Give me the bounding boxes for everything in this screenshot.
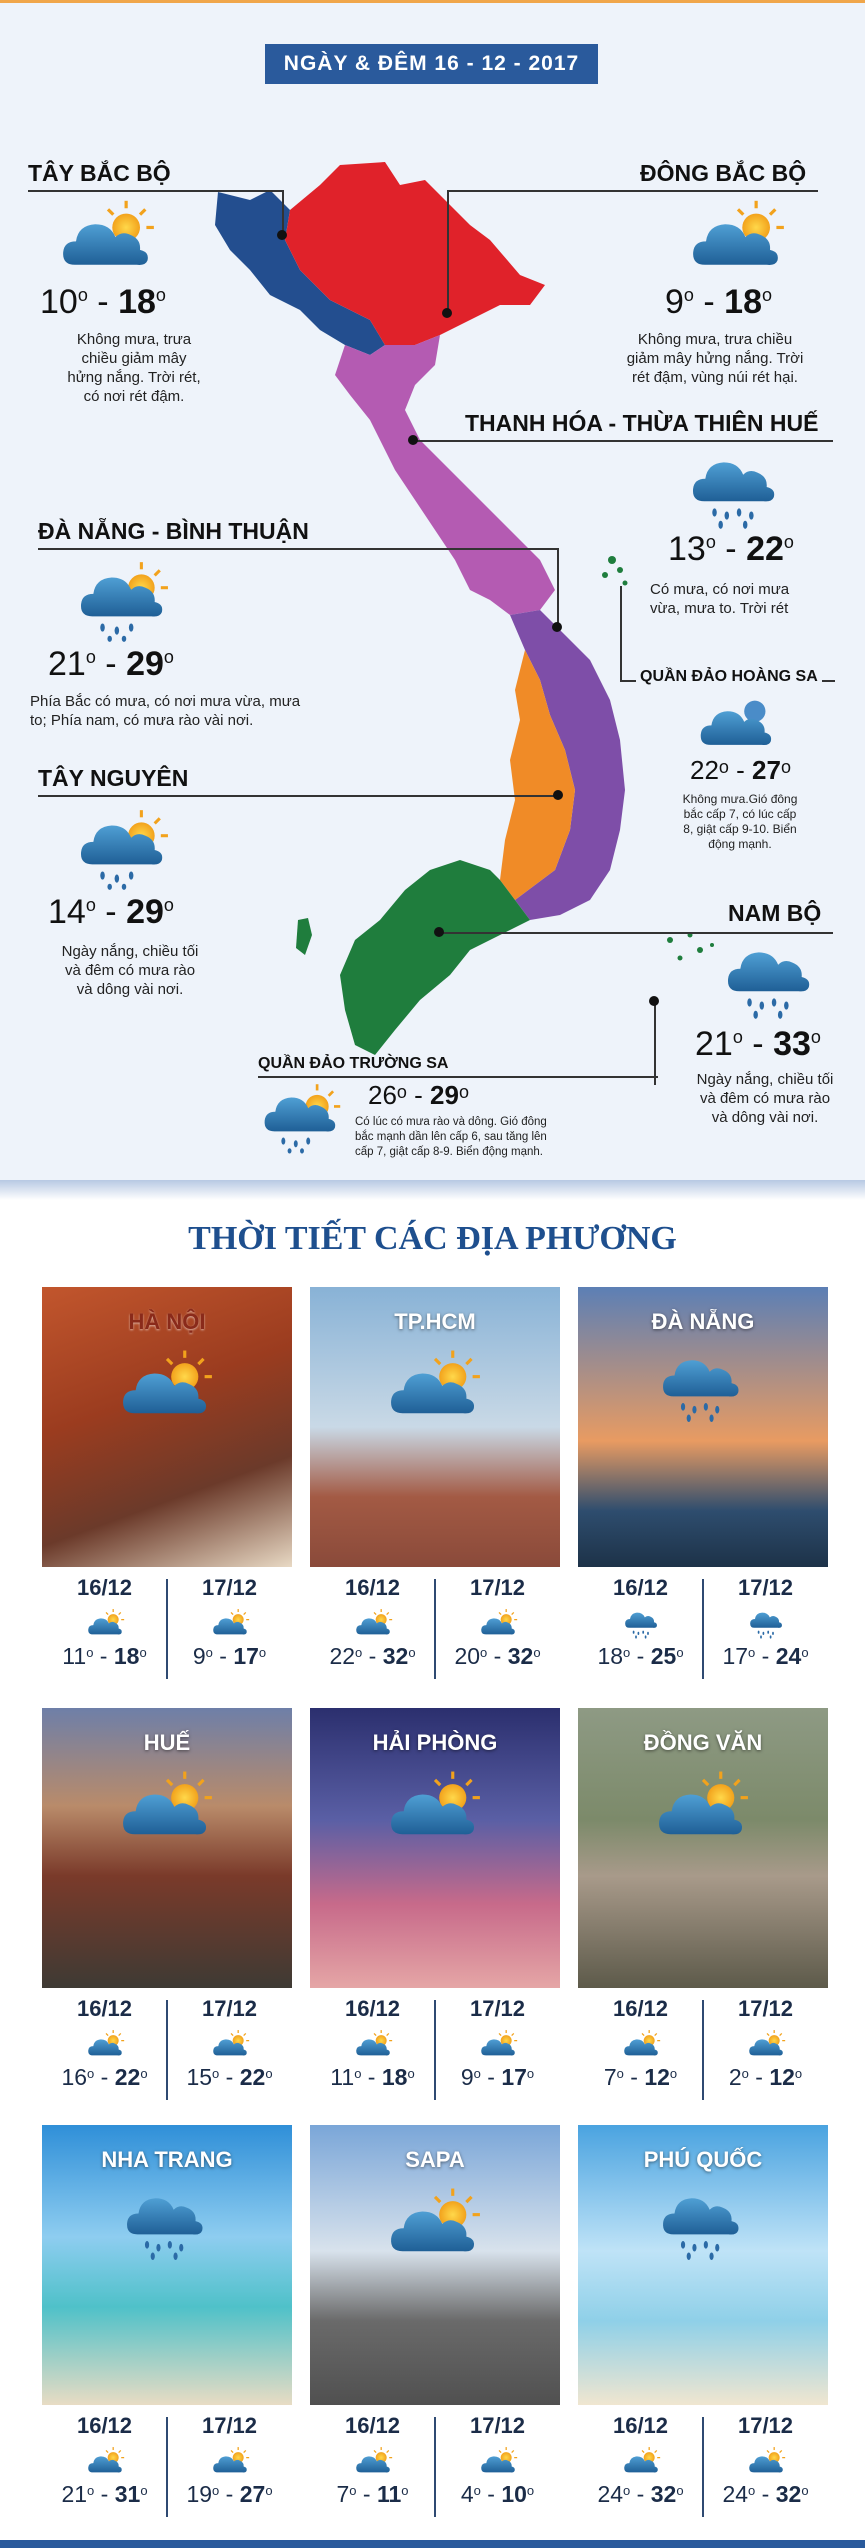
sun-cloud-icon bbox=[623, 2028, 661, 2060]
temp-day2: 2$^o$ - 12$^o$ bbox=[728, 2064, 803, 2090]
bottom-accent-line bbox=[0, 2540, 865, 2548]
sun-cloud-icon bbox=[748, 2445, 786, 2477]
sun-rain-icon bbox=[78, 560, 170, 642]
day-label: 17/12 bbox=[737, 1575, 794, 1600]
sun-cloud-icon bbox=[120, 1768, 214, 1844]
sun-cloud-icon bbox=[355, 2028, 393, 2060]
date-banner: NGÀY & ĐÊM 16 - 12 - 2017 bbox=[265, 44, 598, 84]
day-label: 16/12 bbox=[612, 1575, 669, 1600]
desc-tay-nguyen: Ngày nắng, chiều tối và đêm có mưa rào và dông vài nơi. bbox=[61, 943, 199, 998]
sun-cloud-icon bbox=[388, 2185, 482, 2261]
local-weather-title: THỜI TIẾT CÁC ĐỊA PHƯƠNG bbox=[188, 1220, 677, 1257]
rain-cloud-icon bbox=[623, 1607, 661, 1639]
temp-day2: 9$^o$ - 17$^o$ bbox=[192, 1643, 267, 1669]
temp-da-nang-binh-thuan: 21$^o$ - 29$^o$ bbox=[48, 645, 174, 683]
sun-cloud-icon bbox=[480, 2028, 518, 2060]
temp-tay-bac-bo: 10$^o$ - 18$^o$ bbox=[40, 283, 166, 321]
city-card bbox=[42, 2125, 292, 2525]
desc-truong-sa: Có lúc có mưa rào và dông. Gió đông bắc mạnh dần lên cấp 6, sau tăng lên cấp 7, giật cấp 8-9. Biển động mạnh. bbox=[355, 1116, 547, 1158]
day-label: 16/12 bbox=[76, 1575, 133, 1600]
sun-cloud-icon bbox=[355, 2445, 393, 2477]
temp-thanh-hoa-hue: 13$^o$ - 22$^o$ bbox=[668, 530, 794, 568]
temp-day2: 15$^o$ - 22$^o$ bbox=[186, 2064, 273, 2090]
map-region-south bbox=[340, 860, 530, 1055]
day-label: 16/12 bbox=[76, 2413, 133, 2438]
sun-cloud-icon bbox=[212, 2445, 250, 2477]
sun-cloud-icon bbox=[656, 1768, 750, 1844]
day-label: 16/12 bbox=[344, 2413, 401, 2438]
temp-day2: 17$^o$ - 24$^o$ bbox=[722, 1643, 809, 1669]
leader-line bbox=[38, 795, 556, 797]
sun-cloud-icon bbox=[120, 1347, 214, 1423]
sun-rain-icon bbox=[262, 1082, 342, 1154]
day-label: 17/12 bbox=[737, 1996, 794, 2021]
leader-line bbox=[654, 1000, 656, 1085]
temp-day1: 16$^o$ - 22$^o$ bbox=[61, 2064, 148, 2090]
rain-cloud-icon bbox=[656, 2185, 750, 2261]
city-card bbox=[578, 1287, 828, 1687]
temp-nam-bo: 21$^o$ - 33$^o$ bbox=[695, 1025, 821, 1063]
region-title-thanh-hoa-hue: THANH HÓA - THỪA THIÊN HUẾ bbox=[465, 410, 819, 436]
sun-cloud-icon bbox=[87, 1607, 125, 1639]
city-name: TP.HCM bbox=[394, 1309, 476, 1334]
temp-day2: 9$^o$ - 17$^o$ bbox=[460, 2064, 535, 2090]
temp-truong-sa: 26$^o$ - 29$^o$ bbox=[368, 1080, 469, 1110]
location-dot bbox=[277, 230, 287, 240]
location-dot bbox=[552, 622, 562, 632]
temp-day1: 22$^o$ - 32$^o$ bbox=[329, 1643, 416, 1669]
city-name: ĐÀ NẴNG bbox=[651, 1309, 755, 1334]
temp-hoang-sa: 22$^o$ - 27$^o$ bbox=[690, 755, 791, 785]
sun-cloud-icon bbox=[212, 2028, 250, 2060]
temp-day2: 20$^o$ - 32$^o$ bbox=[454, 1643, 541, 1669]
desc-da-nang-binh-thuan: Phía Bắc có mưa, có nơi mưa vừa, mưa to; Phía nam, có mưa rào vài nơi. bbox=[30, 693, 301, 729]
temp-day2: 19$^o$ - 27$^o$ bbox=[186, 2481, 273, 2507]
day-label: 17/12 bbox=[737, 2413, 794, 2438]
cloud-icon bbox=[698, 690, 778, 752]
city-card bbox=[310, 2125, 560, 2525]
city-name: HẢI PHÒNG bbox=[372, 1730, 498, 1755]
desc-hoang-sa: Không mưa.Gió đông bắc cấp 7, có lúc cấp 8, giật cấp 9-10. Biển động mạnh. bbox=[682, 792, 798, 851]
region-title-dong-bac-bo: ĐÔNG BẮC BỘ bbox=[640, 160, 807, 186]
city-card bbox=[310, 1708, 560, 2108]
day-label: 17/12 bbox=[201, 2413, 258, 2438]
leader-line bbox=[258, 1076, 658, 1078]
temp-day2: 4$^o$ - 10$^o$ bbox=[460, 2481, 535, 2507]
day-label: 17/12 bbox=[201, 1575, 258, 1600]
sun-cloud-icon bbox=[480, 2445, 518, 2477]
city-name: ĐỒNG VĂN bbox=[643, 1730, 763, 1755]
day-label: 16/12 bbox=[344, 1575, 401, 1600]
rain-cloud-icon bbox=[120, 2185, 214, 2261]
location-dot bbox=[434, 927, 444, 937]
desc-dong-bac-bo: Không mưa, trưa chiều giảm mây hửng nắng. Trời rét đậm, vùng núi rét hại. bbox=[626, 331, 804, 386]
city-name: HÀ NỘI bbox=[128, 1309, 206, 1334]
leader-line bbox=[448, 190, 818, 192]
map-island-phu-quoc bbox=[296, 918, 312, 955]
leader-line bbox=[282, 190, 284, 235]
temp-day1: 18$^o$ - 25$^o$ bbox=[597, 1643, 684, 1669]
leader-line bbox=[438, 932, 833, 934]
temp-tay-nguyen: 14$^o$ - 29$^o$ bbox=[48, 893, 174, 931]
temp-day1: 11$^o$ - 18$^o$ bbox=[62, 1643, 147, 1669]
leader-line bbox=[38, 548, 558, 550]
city-name: NHA TRANG bbox=[101, 2147, 233, 2172]
temp-day1: 21$^o$ - 31$^o$ bbox=[61, 2481, 148, 2507]
city-card bbox=[578, 2125, 828, 2525]
sun-cloud-icon bbox=[690, 198, 786, 274]
sun-cloud-icon bbox=[87, 2445, 125, 2477]
region-title-truong-sa: QUẦN ĐẢO TRƯỜNG SA bbox=[258, 1055, 449, 1072]
day-label: 17/12 bbox=[469, 1575, 526, 1600]
rain-cloud-icon bbox=[656, 1347, 750, 1423]
sun-cloud-icon bbox=[388, 1768, 482, 1844]
region-title-tay-bac-bo: TÂY BẮC BỘ bbox=[28, 160, 171, 186]
day-label: 17/12 bbox=[469, 2413, 526, 2438]
map-islands-hoang-sa bbox=[602, 556, 628, 586]
temp-dong-bac-bo: 9$^o$ - 18$^o$ bbox=[665, 283, 772, 321]
day-label: 16/12 bbox=[344, 1996, 401, 2021]
city-name: SAPA bbox=[405, 2147, 465, 2172]
temp-day2: 24$^o$ - 32$^o$ bbox=[722, 2481, 809, 2507]
location-dot bbox=[649, 996, 659, 1006]
city-card bbox=[42, 1708, 292, 2108]
temp-day1: 11$^o$ - 18$^o$ bbox=[330, 2064, 415, 2090]
leader-line bbox=[620, 586, 622, 680]
day-label: 16/12 bbox=[612, 2413, 669, 2438]
sun-cloud-icon bbox=[748, 2028, 786, 2060]
region-title-hoang-sa: QUẦN ĐẢO HOÀNG SA bbox=[636, 668, 822, 686]
desc-tay-bac-bo: Không mưa, trưa chiều giảm mây hửng nắng. Trời rét, có nơi rét đậm. bbox=[67, 331, 201, 405]
section-separator bbox=[0, 1180, 865, 1200]
sun-rain-icon bbox=[78, 808, 170, 890]
day-label: 17/12 bbox=[201, 1996, 258, 2021]
city-name: HUẾ bbox=[143, 1730, 191, 1755]
rain-cloud-icon bbox=[725, 938, 817, 1020]
leader-line bbox=[557, 548, 559, 626]
rain-cloud-icon bbox=[748, 1607, 786, 1639]
city-card bbox=[42, 1287, 292, 1687]
region-title-tay-nguyen: TÂY NGUYÊN bbox=[38, 765, 189, 791]
day-label: 17/12 bbox=[469, 1996, 526, 2021]
leader-line bbox=[447, 190, 449, 312]
region-title-nam-bo: NAM BỘ bbox=[728, 900, 822, 926]
desc-thanh-hoa-hue: Có mưa, có nơi mưa vừa, mưa to. Trời rét bbox=[650, 581, 790, 617]
sun-cloud-icon bbox=[480, 1607, 518, 1639]
temp-day1: 7$^o$ - 11$^o$ bbox=[336, 2481, 409, 2507]
map-region-north-central bbox=[335, 335, 555, 615]
temp-day1: 7$^o$ - 12$^o$ bbox=[603, 2064, 678, 2090]
city-card bbox=[578, 1708, 828, 2108]
city-card bbox=[310, 1287, 560, 1687]
day-label: 16/12 bbox=[612, 1996, 669, 2021]
city-name: PHÚ QUỐC bbox=[643, 2147, 763, 2172]
location-dot bbox=[553, 790, 563, 800]
desc-nam-bo: Ngày nắng, chiều tối và đêm có mưa rào và dông vài nơi. bbox=[696, 1071, 834, 1126]
temp-day1: 24$^o$ - 32$^o$ bbox=[597, 2481, 684, 2507]
leader-line bbox=[413, 440, 833, 442]
location-dot bbox=[408, 435, 418, 445]
sun-cloud-icon bbox=[87, 2028, 125, 2060]
day-label: 16/12 bbox=[76, 1996, 133, 2021]
sun-cloud-icon bbox=[60, 198, 156, 274]
sun-cloud-icon bbox=[355, 1607, 393, 1639]
map-islands-truong-sa bbox=[667, 933, 714, 961]
location-dot bbox=[442, 308, 452, 318]
sun-cloud-icon bbox=[212, 1607, 250, 1639]
leader-line bbox=[28, 190, 283, 192]
sun-cloud-icon bbox=[623, 2445, 661, 2477]
region-title-da-nang-binh-thuan: ĐÀ NẴNG - BÌNH THUẬN bbox=[38, 518, 309, 544]
rain-cloud-icon bbox=[690, 448, 782, 530]
sun-cloud-icon bbox=[388, 1347, 482, 1423]
